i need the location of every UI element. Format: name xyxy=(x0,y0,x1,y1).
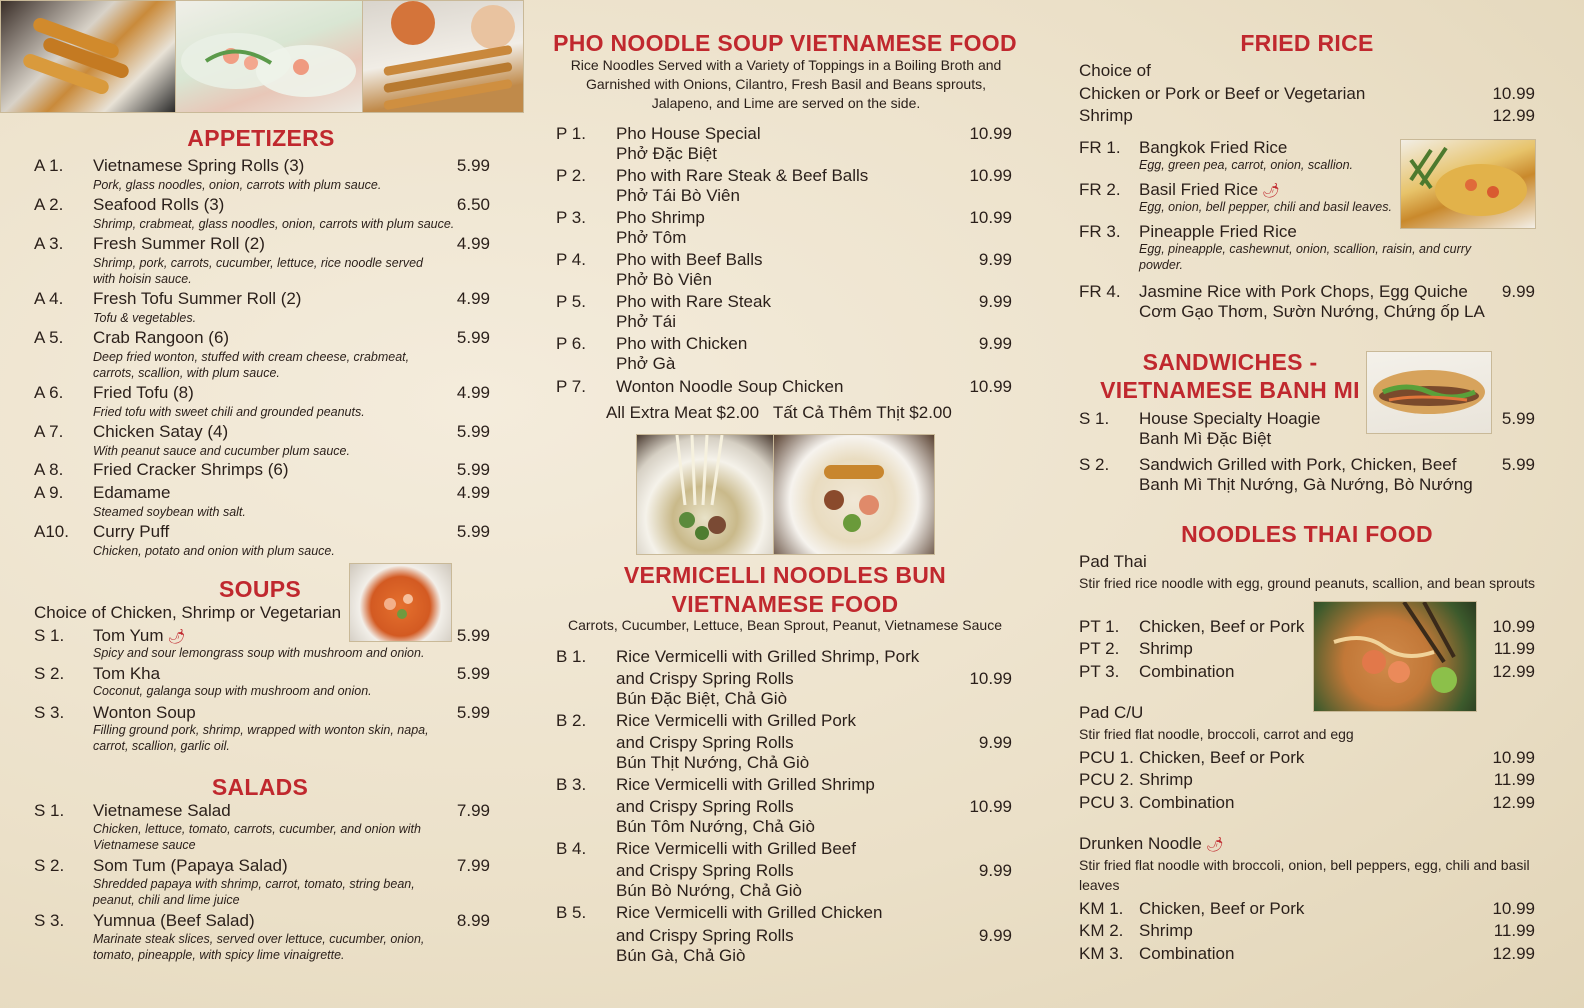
item-name: Seafood Rolls (3) xyxy=(93,195,225,214)
item-code: S 2. xyxy=(1079,455,1110,474)
item-name: Wonton Noodle Soup Chicken xyxy=(616,377,844,396)
item-price: 5.99 xyxy=(1501,409,1535,428)
item-price: 5.99 xyxy=(456,156,490,175)
item-description: Deep fried wonton, stuffed with cream cheese, crabmeat, carrots, scallion, with plum sauce. xyxy=(93,350,410,380)
item-name: Fresh Summer Roll (2) xyxy=(93,234,265,253)
fried-rice-choice-meat-price: 10.99 xyxy=(1492,84,1535,103)
bun-heading-line2: VIETNAMESE FOOD xyxy=(671,591,899,617)
item-price: 4.99 xyxy=(456,234,490,253)
pho-subtitle: Rice Noodles Served with a Variety of Toppings in a Boiling Broth and Garnished with Onions, Cilantro, Fresh Basil and Beans sprouts, Jalapeno, and Lime are served on the side. xyxy=(570,57,1002,111)
item-price: 10.99 xyxy=(1492,748,1535,767)
item-name: Som Tum (Papaya Salad) xyxy=(93,856,288,875)
item-vietnamese-name: Phở Tái xyxy=(616,312,676,331)
item-code: A10. xyxy=(34,522,69,541)
item-vietnamese-name: Bún Bò Nướng, Chả Giò xyxy=(616,881,803,900)
soups-choice: Choice of Chicken, Shrimp or Vegetarian xyxy=(34,603,342,622)
item-description: Egg, onion, bell pepper, chili and basil leaves. xyxy=(1139,200,1392,214)
item-price: 6.50 xyxy=(456,195,490,214)
item-description: Spicy and sour lemongrass soup with mushroom and onion. xyxy=(93,646,425,660)
item-code: S 1. xyxy=(34,626,65,645)
item-code: KM 1. xyxy=(1079,899,1124,918)
spring-rolls-image xyxy=(1,1,175,112)
drunken-noodle-name xyxy=(1079,834,1224,854)
chili-pepper-icon: 🌶 xyxy=(167,628,186,644)
item-price: 10.99 xyxy=(1492,617,1535,636)
item-price: 9.99 xyxy=(978,861,1012,880)
item-description: Chicken, potato and onion with plum sauce. xyxy=(93,544,335,558)
item-code: A 5. xyxy=(34,328,64,347)
drunken-noodle-name-text: Drunken Noodle xyxy=(1079,834,1202,853)
item-code: KM 2. xyxy=(1079,921,1124,940)
chili-pepper-icon: 🌶 xyxy=(1205,836,1224,852)
item-description: Egg, green pea, carrot, onion, scallion. xyxy=(1139,158,1354,172)
item-code: P 7. xyxy=(556,377,586,396)
pad-thai-photo xyxy=(1313,601,1477,712)
bun-heading-line1: VERMICELLI NOODLES BUN xyxy=(623,562,947,588)
item-code: S 3. xyxy=(34,911,65,930)
item-name: Combination xyxy=(1139,793,1235,812)
pho-heading: PHO NOODLE SOUP VIETNAMESE FOOD xyxy=(553,30,1017,56)
item-name-line2: and Crispy Spring Rolls xyxy=(616,861,794,880)
item-price: 5.99 xyxy=(456,422,490,441)
item-code: A 4. xyxy=(34,289,64,308)
pineapple-fried-rice-photo xyxy=(1400,139,1536,229)
item-code: A 9. xyxy=(34,483,64,502)
item-code: A 8. xyxy=(34,460,64,479)
item-name-line2: and Crispy Spring Rolls xyxy=(616,733,794,752)
item-name xyxy=(93,626,185,646)
satay-photo xyxy=(362,0,524,113)
item-price: 9.99 xyxy=(978,926,1012,945)
item-name: Shrimp xyxy=(1139,639,1193,658)
item-price: 5.99 xyxy=(456,703,490,722)
item-price: 4.99 xyxy=(456,483,490,502)
pad-thai-description: Stir fried rice noodle with egg, ground peanuts, scallion, and bean sprouts xyxy=(1079,575,1536,591)
item-name: Crab Rangoon (6) xyxy=(93,328,230,347)
satay-image xyxy=(363,1,523,112)
item-name-line1: Rice Vermicelli with Grilled Beef xyxy=(616,839,856,858)
item-description: Marinate steak slices, served over lettuce, cucumber, onion, tomato, pineapple, with spicy lime vinaigrette. xyxy=(93,932,425,962)
vermicelli-bowl-photo xyxy=(773,434,935,555)
item-name-line1: Rice Vermicelli with Grilled Pork xyxy=(616,711,856,730)
item-price: 10.99 xyxy=(1492,899,1535,918)
item-name: Pho with Chicken xyxy=(616,334,748,353)
fried-rice-choice-meat: Chicken or Pork or Beef or Vegetarian xyxy=(1079,84,1366,103)
pineapple-image xyxy=(1401,140,1535,228)
item-price: 11.99 xyxy=(1493,770,1535,789)
item-vietnamese-name: Bún Đặc Biệt, Chả Giò xyxy=(616,689,788,708)
item-name-line1: Rice Vermicelli with Grilled Chicken xyxy=(616,903,883,922)
item-vietnamese-name: Phở Tôm xyxy=(616,228,687,247)
item-price: 9.99 xyxy=(978,334,1012,353)
item-code: B 5. xyxy=(556,903,587,922)
item-description: Chicken, lettuce, tomato, carrots, cucumber, and onion with Vietnamese sauce xyxy=(93,822,421,852)
item-vietnamese-name: Phở Gà xyxy=(616,354,676,373)
salads-heading: SALADS xyxy=(211,774,309,800)
item-name: Pho House Special xyxy=(616,124,761,143)
item-code: S 1. xyxy=(34,801,65,820)
drunken-noodle-description: Stir fried flat noodle with broccoli, onion, bell peppers, egg, chili and basil leaves xyxy=(1079,857,1530,893)
soups-heading: SOUPS xyxy=(218,576,302,602)
item-code: B 2. xyxy=(556,711,587,730)
item-name: Pho Shrimp xyxy=(616,208,705,227)
item-name: Vietnamese Spring Rolls (3) xyxy=(93,156,305,175)
item-name-line2: and Crispy Spring Rolls xyxy=(616,926,794,945)
item-name-text: Basil Fried Rice xyxy=(1139,180,1259,199)
fried-rice-heading: FRIED RICE xyxy=(1240,30,1374,56)
item-price: 5.99 xyxy=(456,626,490,645)
item-price: 12.99 xyxy=(1492,793,1535,812)
item-price: 9.99 xyxy=(978,250,1012,269)
item-price: 12.99 xyxy=(1492,944,1535,963)
item-code: FR 2. xyxy=(1079,180,1121,199)
item-code: A 6. xyxy=(34,383,64,402)
item-code: B 1. xyxy=(556,647,587,666)
item-price: 9.99 xyxy=(1501,282,1535,301)
item-price: 9.99 xyxy=(978,292,1012,311)
item-price: 9.99 xyxy=(978,733,1012,752)
item-price: 4.99 xyxy=(456,289,490,308)
item-name: Chicken, Beef or Pork xyxy=(1139,748,1305,767)
item-code: FR 3. xyxy=(1079,222,1121,241)
item-vietnamese-name: Phở Tái Bò Viên xyxy=(616,186,740,205)
pad-thai-name: Pad Thai xyxy=(1079,552,1147,571)
item-code: A 1. xyxy=(34,156,64,175)
item-name xyxy=(1139,180,1280,200)
pad-cu-name: Pad C/U xyxy=(1079,703,1144,722)
item-vietnamese-name: Bún Thịt Nướng, Chả Giò xyxy=(616,753,810,772)
item-name: Fried Tofu (8) xyxy=(93,383,194,402)
item-name: Combination xyxy=(1139,944,1235,963)
item-name: Shrimp xyxy=(1139,921,1193,940)
item-vietnamese-name: Bún Gà, Chả Giò xyxy=(616,946,746,965)
fried-rice-choice-shrimp: Shrimp xyxy=(1079,106,1133,125)
item-description: Egg, pineapple, cashewnut, onion, scallion, raisin, and curry powder. xyxy=(1139,242,1472,272)
item-price: 12.99 xyxy=(1492,662,1535,681)
item-code: P 5. xyxy=(556,292,586,311)
item-name: Pineapple Fried Rice xyxy=(1139,222,1297,241)
item-code: P 1. xyxy=(556,124,586,143)
item-name: Pho with Rare Steak xyxy=(616,292,771,311)
item-code: S 2. xyxy=(34,664,65,683)
item-name: Combination xyxy=(1139,662,1235,681)
bun-subtitle: Carrots, Cucumber, Lettuce, Bean Sprout, Peanut, Vietnamese Sauce xyxy=(568,617,1002,633)
item-code: P 3. xyxy=(556,208,586,227)
item-price: 10.99 xyxy=(969,166,1012,185)
item-code: A 7. xyxy=(34,422,64,441)
item-name: House Specialty Hoagie xyxy=(1139,409,1321,428)
item-price: 5.99 xyxy=(456,328,490,347)
sandwiches-heading-line2: VIETNAMESE BANH MI xyxy=(1100,377,1360,403)
item-name: Yumnua (Beef Salad) xyxy=(93,911,255,930)
item-name: Pho with Rare Steak & Beef Balls xyxy=(616,166,869,185)
fried-rice-choice-shrimp-price: 12.99 xyxy=(1492,106,1535,125)
item-name: Pho with Beef Balls xyxy=(616,250,763,269)
item-description: With peanut sauce and cucumber plum sauce. xyxy=(93,444,350,458)
item-name: Jasmine Rice with Pork Chops, Egg Quiche xyxy=(1139,282,1468,301)
item-price: 10.99 xyxy=(969,669,1012,688)
item-code: KM 3. xyxy=(1079,944,1124,963)
item-price: 5.99 xyxy=(456,460,490,479)
item-price: 10.99 xyxy=(969,208,1012,227)
item-name-text: Tom Yum xyxy=(93,626,164,645)
chili-pepper-icon: 🌶 xyxy=(1262,182,1280,198)
item-price: 5.99 xyxy=(456,522,490,541)
item-name: Curry Puff xyxy=(93,522,170,541)
item-name: Vietnamese Salad xyxy=(93,801,231,820)
item-name: Fried Cracker Shrimps (6) xyxy=(93,460,289,479)
item-vietnamese-name: Banh Mì Thịt Nướng, Gà Nướng, Bò Nướng xyxy=(1139,475,1473,494)
item-price: 4.99 xyxy=(456,383,490,402)
item-name-line1: Rice Vermicelli with Grilled Shrimp, Pork xyxy=(616,647,920,666)
item-description: Steamed soybean with salt. xyxy=(93,505,246,519)
item-description: Pork, glass noodles, onion, carrots with plum sauce. xyxy=(93,178,382,192)
item-code: P 2. xyxy=(556,166,586,185)
item-code: S 2. xyxy=(34,856,65,875)
item-code: PT 3. xyxy=(1079,662,1120,681)
item-code: PCU 1. xyxy=(1079,748,1134,767)
item-description: Coconut, galanga soup with mushroom and onion. xyxy=(93,684,372,698)
item-price: 5.99 xyxy=(1501,455,1535,474)
item-description: Shrimp, crabmeat, glass noodles, onion, carrots with plum sauce. xyxy=(93,217,455,231)
item-code: B 4. xyxy=(556,839,587,858)
item-code: A 3. xyxy=(34,234,64,253)
item-code: FR 1. xyxy=(1079,138,1121,157)
noodles-thai-heading: NOODLES THAI FOOD xyxy=(1181,521,1433,547)
item-code: PT 2. xyxy=(1079,639,1120,658)
banh-mi-photo xyxy=(1366,351,1492,434)
item-name: Chicken Satay (4) xyxy=(93,422,229,441)
item-name: Edamame xyxy=(93,483,171,502)
summer-rolls-image xyxy=(176,1,362,112)
pad-thai-image xyxy=(1314,602,1476,711)
sandwiches-heading-line1: SANDWICHES - xyxy=(1142,349,1318,375)
vermicelli-image xyxy=(774,435,934,554)
item-code: A 2. xyxy=(34,195,64,214)
item-name: Fresh Tofu Summer Roll (2) xyxy=(93,289,302,308)
appetizers-heading: APPETIZERS xyxy=(187,125,335,151)
item-code: P 4. xyxy=(556,250,586,269)
item-name: Wonton Soup xyxy=(93,703,196,722)
item-price: 7.99 xyxy=(456,856,490,875)
item-price: 8.99 xyxy=(456,911,490,930)
pho-bowl-photo xyxy=(636,434,774,555)
item-description: Shrimp, pork, carrots, cucumber, lettuce, rice noodle served with hoisin sauce. xyxy=(93,256,424,286)
item-description: Shredded papaya with shrimp, carrot, tomato, string bean, peanut, chili and lime juice xyxy=(93,877,415,907)
item-name-line1: Rice Vermicelli with Grilled Shrimp xyxy=(616,775,875,794)
spring-rolls-photo xyxy=(0,0,176,113)
item-code: FR 4. xyxy=(1079,282,1121,301)
item-code: P 6. xyxy=(556,334,586,353)
extra-meat-note: All Extra Meat $2.00 Tất Cả Thêm Thịt $2.00 xyxy=(606,403,952,422)
item-price: 5.99 xyxy=(456,664,490,683)
item-price: 11.99 xyxy=(1493,921,1535,940)
item-description: Fried tofu with sweet chili and grounded peanuts. xyxy=(93,405,365,419)
item-price: 7.99 xyxy=(456,801,490,820)
item-name: Shrimp xyxy=(1139,770,1193,789)
item-price: 10.99 xyxy=(969,377,1012,396)
item-price: 10.99 xyxy=(969,124,1012,143)
item-vietnamese-name: Phở Bò Viên xyxy=(616,270,712,289)
pad-cu-description: Stir fried flat noodle, broccoli, carrot and egg xyxy=(1079,726,1354,742)
item-name: Bangkok Fried Rice xyxy=(1139,138,1288,157)
item-price: 11.99 xyxy=(1493,639,1535,658)
item-name: Chicken, Beef or Pork xyxy=(1139,899,1305,918)
item-vietnamese-name: Phở Đặc Biệt xyxy=(616,144,717,163)
item-name: Chicken, Beef or Pork xyxy=(1139,617,1305,636)
banh-mi-image xyxy=(1367,352,1491,433)
item-code: PCU 3. xyxy=(1079,793,1134,812)
item-code: S 3. xyxy=(34,703,65,722)
item-code: B 3. xyxy=(556,775,587,794)
item-price: 10.99 xyxy=(969,797,1012,816)
fried-rice-choice: Choice of xyxy=(1079,61,1151,80)
summer-rolls-photo xyxy=(175,0,363,113)
item-description: Filling ground pork, shrimp, wrapped with wonton skin, napa, carrot, scallion, garlic oil. xyxy=(93,723,429,753)
item-vietnamese-name: Cơm Gạo Thơm, Sườn Nướng, Chứng ốp LA xyxy=(1139,302,1485,321)
item-code: PT 1. xyxy=(1079,617,1120,636)
item-vietnamese-name: Banh Mì Đặc Biệt xyxy=(1139,429,1272,448)
pho-image xyxy=(637,435,773,554)
item-name-line2: and Crispy Spring Rolls xyxy=(616,797,794,816)
item-vietnamese-name: Bún Tôm Nướng, Chả Giò xyxy=(616,817,815,836)
item-code: S 1. xyxy=(1079,409,1110,428)
item-name-line2: and Crispy Spring Rolls xyxy=(616,669,794,688)
item-name: Sandwich Grilled with Pork, Chicken, Beef xyxy=(1139,455,1457,474)
item-code: PCU 2. xyxy=(1079,770,1134,789)
item-description: Tofu & vegetables. xyxy=(93,311,197,325)
item-name: Tom Kha xyxy=(93,664,161,683)
